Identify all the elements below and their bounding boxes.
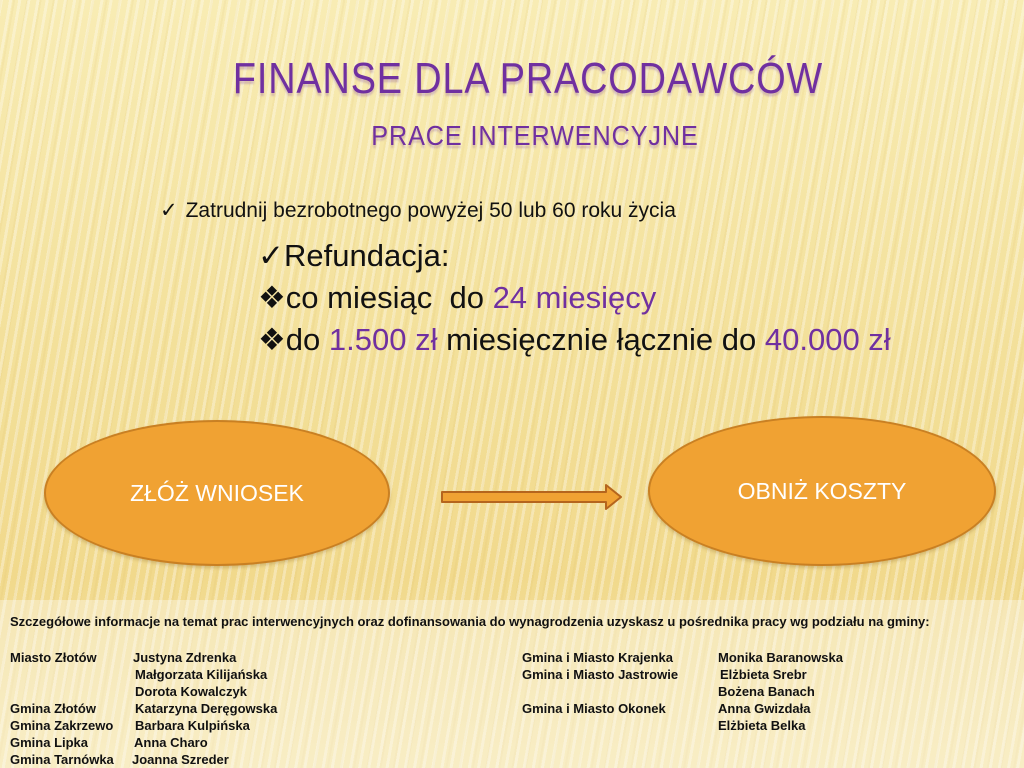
contact-area: Miasto Złotów bbox=[10, 650, 97, 665]
bullet-months bbox=[258, 280, 656, 316]
contact-person: Barbara Kulpińska bbox=[135, 718, 250, 733]
amount-monthly: 1.500 zł bbox=[328, 322, 438, 357]
four-diamond-icon: ❖ bbox=[258, 280, 286, 315]
bullet-employ bbox=[160, 198, 676, 223]
footer-intro: Szczegółowe informacje na temat prac interwencyjnych oraz dofinansowania do wynagrodzenia uzyskasz u pośrednika pracy wg podziału na gminy: bbox=[10, 614, 930, 629]
contact-area: Gmina i Miasto Okonek bbox=[522, 701, 666, 716]
amount-prefix: do bbox=[285, 322, 329, 357]
contact-area: Gmina Lipka bbox=[10, 735, 89, 750]
contact-person: Elżbieta Srebr bbox=[720, 667, 807, 682]
contact-person: Monika Baranowska bbox=[718, 650, 843, 665]
contact-area: Gmina Tarnówka bbox=[10, 752, 114, 767]
contact-area: Gmina i Miasto Krajenka bbox=[522, 650, 673, 665]
contact-person: Elżbieta Belka bbox=[718, 718, 806, 733]
contact-area: Gmina i Miasto Jastrowie bbox=[522, 667, 679, 682]
slide-subtitle: PRACE INTERWENCYJNE bbox=[371, 120, 699, 151]
slide-title: FINANSE DLA PRACODAWCÓW bbox=[232, 54, 824, 103]
bullet-refund bbox=[258, 238, 449, 274]
contact-person: Małgorzata Kilijańska bbox=[135, 667, 268, 682]
check-icon: ✓ bbox=[160, 199, 178, 222]
contact-person: Dorota Kowalczyk bbox=[135, 684, 247, 699]
ellipse-apply-label: ZŁÓŻ WNIOSEK bbox=[130, 479, 304, 506]
contact-area: Gmina Złotów bbox=[10, 701, 96, 716]
contact-footer bbox=[0, 600, 1024, 768]
ellipse-reduce-costs bbox=[648, 416, 996, 566]
right-arrow-icon bbox=[440, 482, 624, 512]
contact-person: Anna Charo bbox=[134, 735, 208, 750]
months-prefix: co miesiąc do bbox=[285, 280, 493, 315]
refund-label: Refundacja: bbox=[283, 238, 450, 273]
contact-area: Gmina Zakrzewo bbox=[10, 718, 114, 733]
bullet-amount bbox=[258, 322, 891, 358]
contact-person: Katarzyna Deręgowska bbox=[135, 701, 278, 716]
months-highlight: 24 miesięcy bbox=[492, 280, 657, 315]
contact-person: Bożena Banach bbox=[718, 684, 815, 699]
ellipse-reduce-costs-label: OBNIŻ KOSZTY bbox=[737, 477, 907, 504]
amount-middle: miesięcznie łącznie do bbox=[437, 322, 765, 357]
contact-person: Joanna Szreder bbox=[132, 752, 229, 767]
check-icon: ✓ bbox=[258, 238, 284, 273]
contact-person: Justyna Zdrenka bbox=[133, 650, 237, 665]
bullet-employ-text: Zatrudnij bezrobotnego powyżej 50 lub 60 roku życia bbox=[185, 199, 676, 222]
contact-person: Anna Gwizdała bbox=[718, 701, 811, 716]
four-diamond-icon: ❖ bbox=[258, 322, 286, 357]
amount-total: 40.000 zł bbox=[764, 322, 891, 357]
ellipse-apply bbox=[44, 420, 390, 566]
